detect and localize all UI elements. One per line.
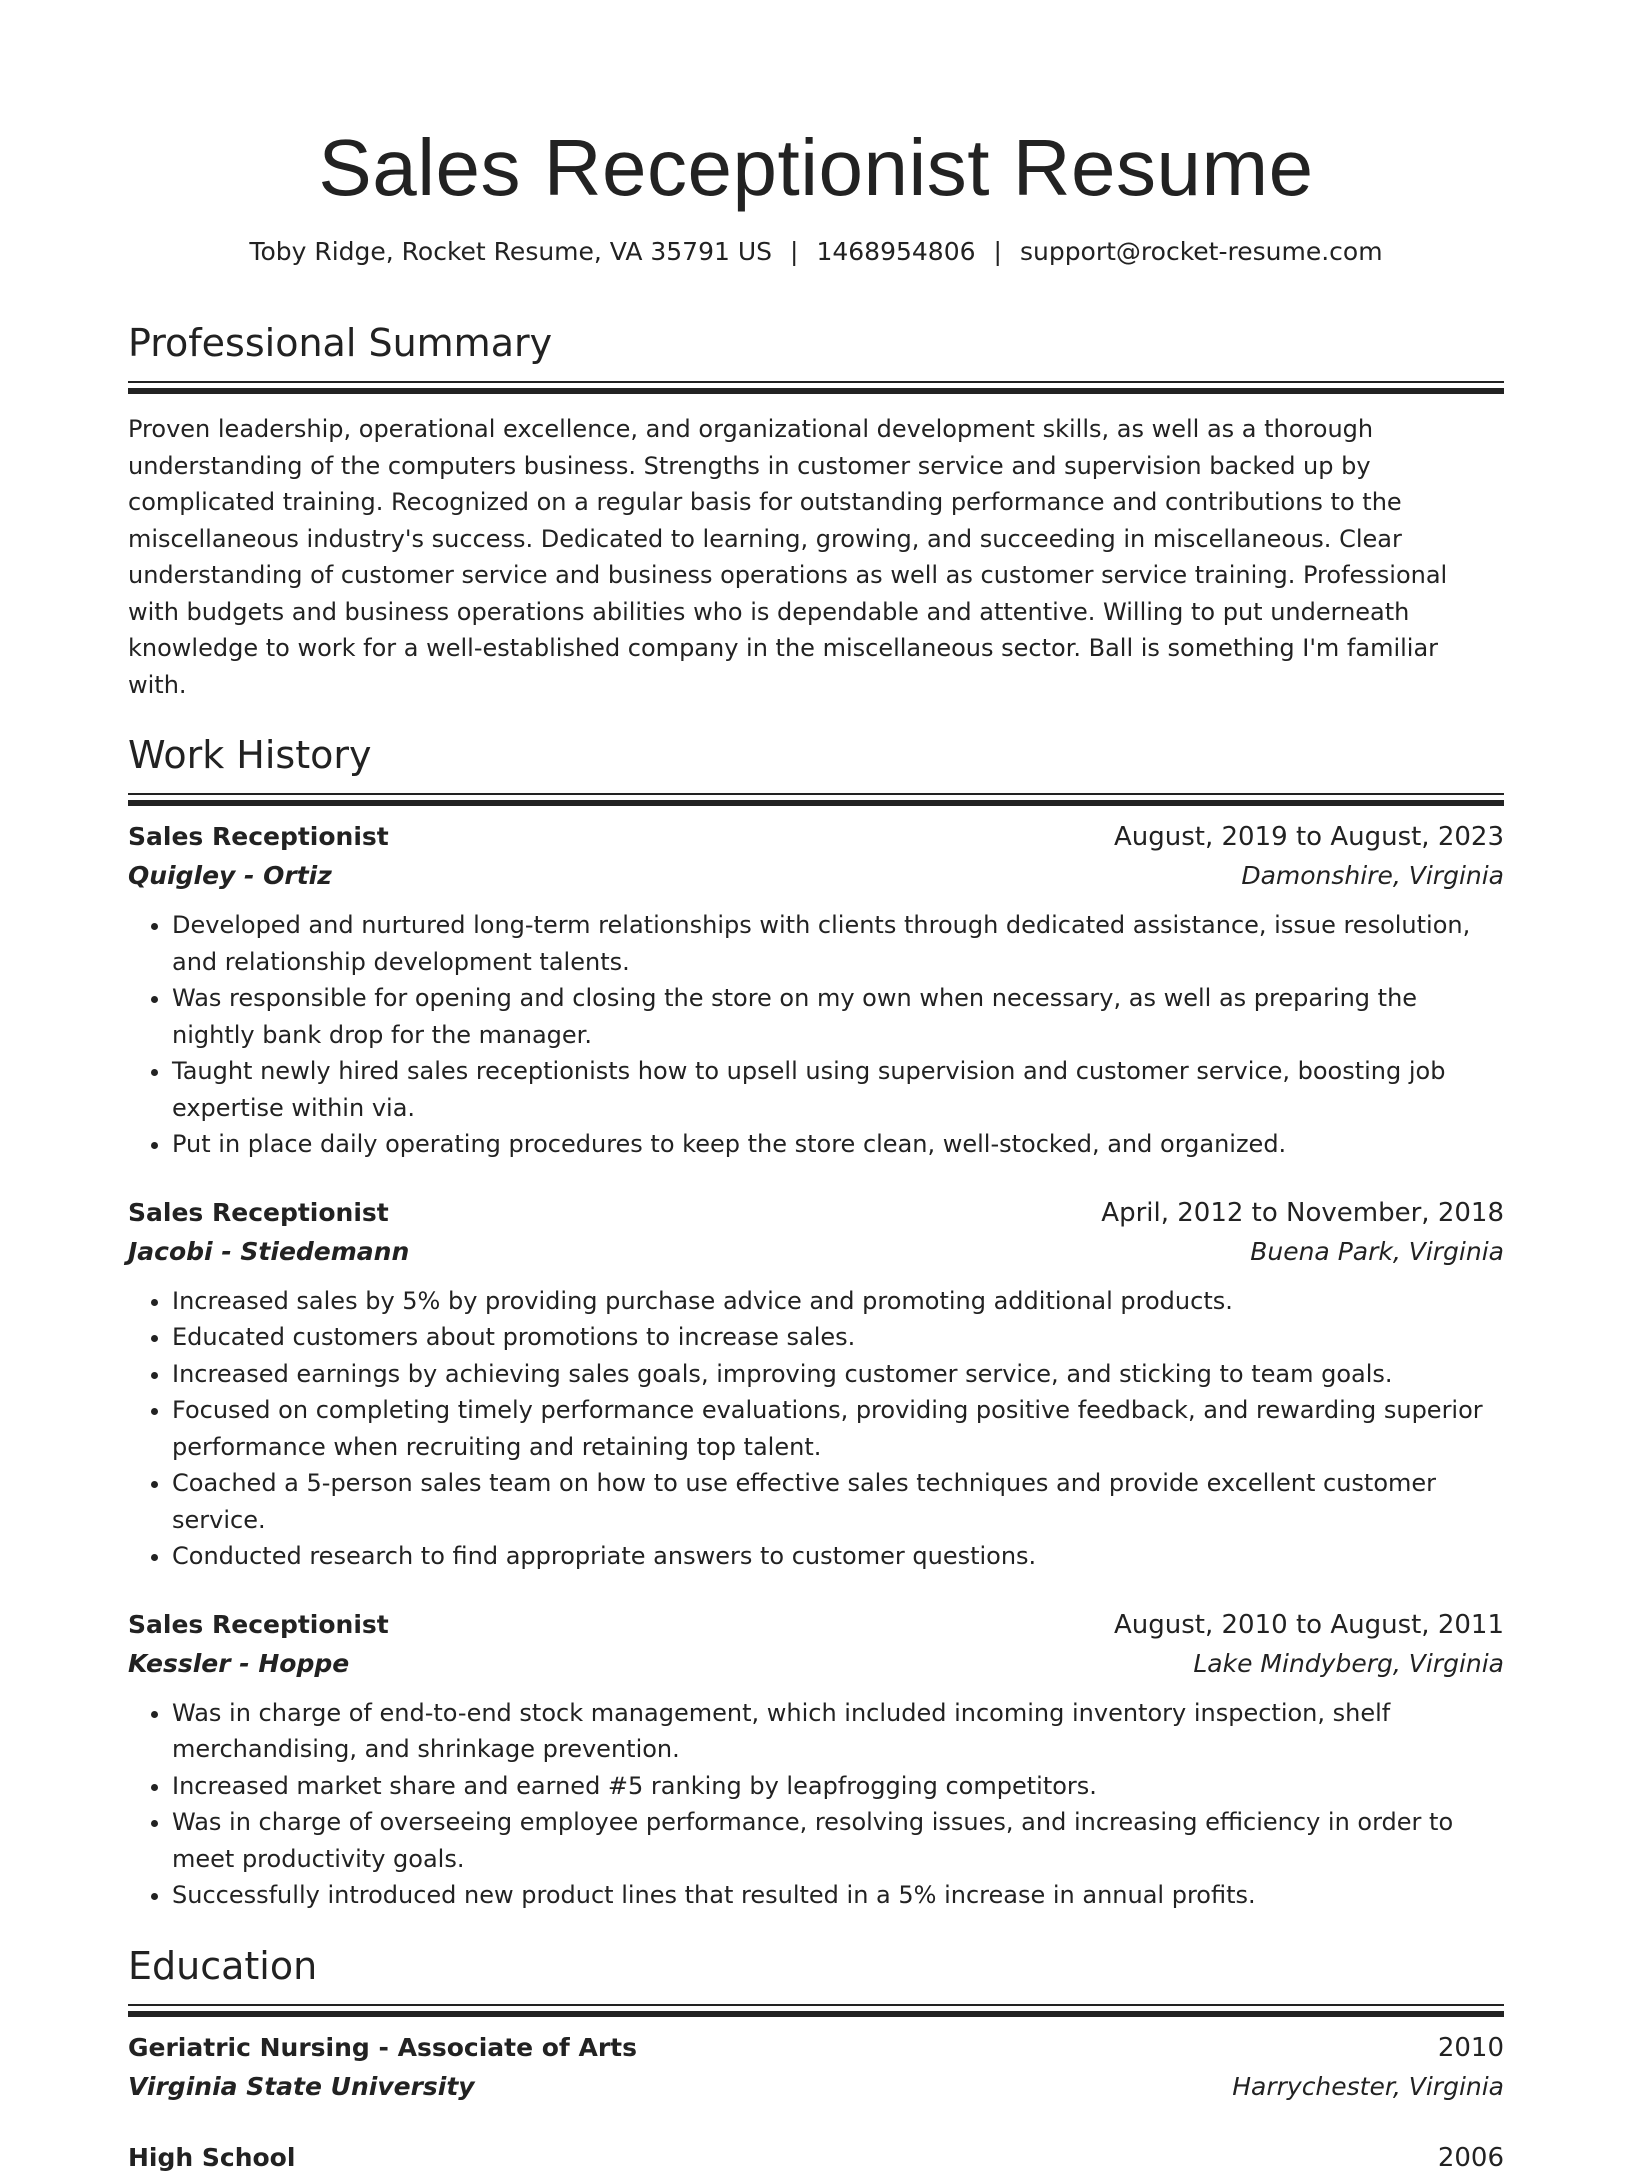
section-divider xyxy=(128,793,1504,807)
resume-header xyxy=(0,118,1632,270)
job-entry xyxy=(128,817,1504,1163)
education-entry xyxy=(128,2138,1504,2178)
education-list xyxy=(128,2028,1504,2178)
job-dates: August, 2019 to August, 2023 xyxy=(1114,822,1504,852)
education-year: 2006 xyxy=(1437,2142,1504,2173)
section-heading-summary: Professional Summary xyxy=(128,321,553,365)
job-title: Sales Receptionist xyxy=(128,1609,389,1639)
bullet-item: • Was in charge of overseeing employee performance, resolving issues, and increasing efficiency in order to meet productivity goals. xyxy=(172,1804,1504,1877)
section-divider xyxy=(128,381,1504,395)
job-list xyxy=(128,817,1504,1914)
job-company: Kessler - Hoppe xyxy=(128,1648,350,1678)
bullet-item: • Increased earnings by achieving sales goals, improving customer service, and sticking to team goals. xyxy=(172,1356,1504,1393)
bullet-item: • Put in place daily operating procedures to keep the store clean, well-stocked, and organized. xyxy=(172,1126,1504,1163)
job-company: Quigley - Ortiz xyxy=(128,861,332,890)
job-location: Lake Mindyberg, Virginia xyxy=(1193,1648,1504,1678)
education-location: Harrychester, Virginia xyxy=(1232,2071,1504,2101)
education-school-row xyxy=(128,2068,1504,2106)
resume-title: Sales Receptionist Resume xyxy=(318,123,1314,212)
bullet-item: • Coached a 5-person sales team on how to use effective sales techniques and provide excellent customer service. xyxy=(172,1465,1504,1538)
education-year: 2010 xyxy=(1437,2032,1504,2063)
section-heading-education: Education xyxy=(128,1943,318,1988)
job-company-row xyxy=(128,857,1504,895)
bullet-item: • Taught newly hired sales receptionists how to upsell using supervision and customer service, boosting job expertise within via. xyxy=(172,1053,1504,1126)
section-heading-work: Work History xyxy=(128,733,372,777)
education-entry xyxy=(128,2028,1504,2106)
job-bullets xyxy=(128,907,1504,1163)
bullet-item: • Was in charge of end-to-end stock management, which included incoming inventory inspection, shelf merchandising, and shrinkage prevention. xyxy=(172,1695,1504,1768)
section-divider xyxy=(128,2004,1504,2018)
job-location: Buena Park, Virginia xyxy=(1250,1236,1504,1266)
contact-separator: | xyxy=(993,237,1002,266)
contact-address: Toby Ridge, Rocket Resume, VA 35791 US xyxy=(249,237,773,266)
contact-line xyxy=(0,234,1632,270)
contact-separator: | xyxy=(790,237,799,266)
job-company-row xyxy=(128,1233,1504,1271)
bullet-item: • Increased sales by 5% by providing purchase advice and promoting additional products. xyxy=(172,1283,1504,1320)
job-title: Sales Receptionist xyxy=(128,1197,389,1227)
job-company: Jacobi - Stiedemann xyxy=(128,1236,410,1266)
job-entry xyxy=(128,1605,1504,1914)
education-degree: High School xyxy=(128,2142,296,2172)
job-header-row xyxy=(128,1605,1504,1645)
education-degree: Geriatric Nursing - Associate of Arts xyxy=(128,2032,638,2062)
resume-content xyxy=(128,315,1504,2178)
bullet-item: • Was responsible for opening and closing the store on my own when necessary, as well as preparing the nightly bank drop for the manager. xyxy=(172,980,1504,1053)
work-section xyxy=(128,727,1504,1914)
education-section xyxy=(128,1938,1504,2178)
education-school: Virginia State University xyxy=(128,2071,475,2101)
bullet-item: • Focused on completing timely performance evaluations, providing positive feedback, and rewarding superior performance when recruiting and retaining top talent. xyxy=(172,1392,1504,1465)
job-header-row xyxy=(128,817,1504,857)
job-bullets xyxy=(128,1283,1504,1575)
job-company-row xyxy=(128,1645,1504,1683)
bullet-item: • Increased market share and earned #5 ranking by leapfrogging competitors. xyxy=(172,1768,1504,1805)
job-title: Sales Receptionist xyxy=(128,822,389,851)
bullet-item: • Developed and nurtured long-term relationships with clients through dedicated assistance, issue resolution, and relationship development talents. xyxy=(172,907,1504,980)
bullet-item: • Conducted research to find appropriate answers to customer questions. xyxy=(172,1538,1504,1575)
education-header-row xyxy=(128,2028,1504,2068)
contact-email[interactable]: support@rocket-resume.com xyxy=(1019,237,1383,266)
bullet-item: • Educated customers about promotions to increase sales. xyxy=(172,1319,1504,1356)
bullet-item: • Successfully introduced new product lines that resulted in a 5% increase in annual profits. xyxy=(172,1877,1504,1914)
job-location: Damonshire, Virginia xyxy=(1241,861,1504,890)
job-dates: August, 2010 to August, 2011 xyxy=(1114,1609,1504,1640)
summary-section xyxy=(128,315,1504,703)
contact-phone: 1468954806 xyxy=(816,237,976,266)
job-header-row xyxy=(128,1193,1504,1233)
job-bullets xyxy=(128,1695,1504,1914)
job-dates: April, 2012 to November, 2018 xyxy=(1101,1197,1504,1228)
education-header-row xyxy=(128,2138,1504,2178)
job-entry xyxy=(128,1193,1504,1575)
summary-text: Proven leadership, operational excellence, and organizational development skills, as well as a thorough understanding of the computers business. Strengths in customer service and supervision backed up by complicated training. Recognized on a regular basis for outstanding performance and contributions to the miscellaneous industry's success. Dedicated to learning, growing, and succeeding in miscellaneous. Clear understanding of customer service and business operations as well as customer service training. Professional with budgets and business operations abilities who is dependable and attentive. Willing to put underneath knowledge to work for a well-established company in the miscellaneous sector. Ball is something I'm familiar with. xyxy=(128,415,1448,699)
